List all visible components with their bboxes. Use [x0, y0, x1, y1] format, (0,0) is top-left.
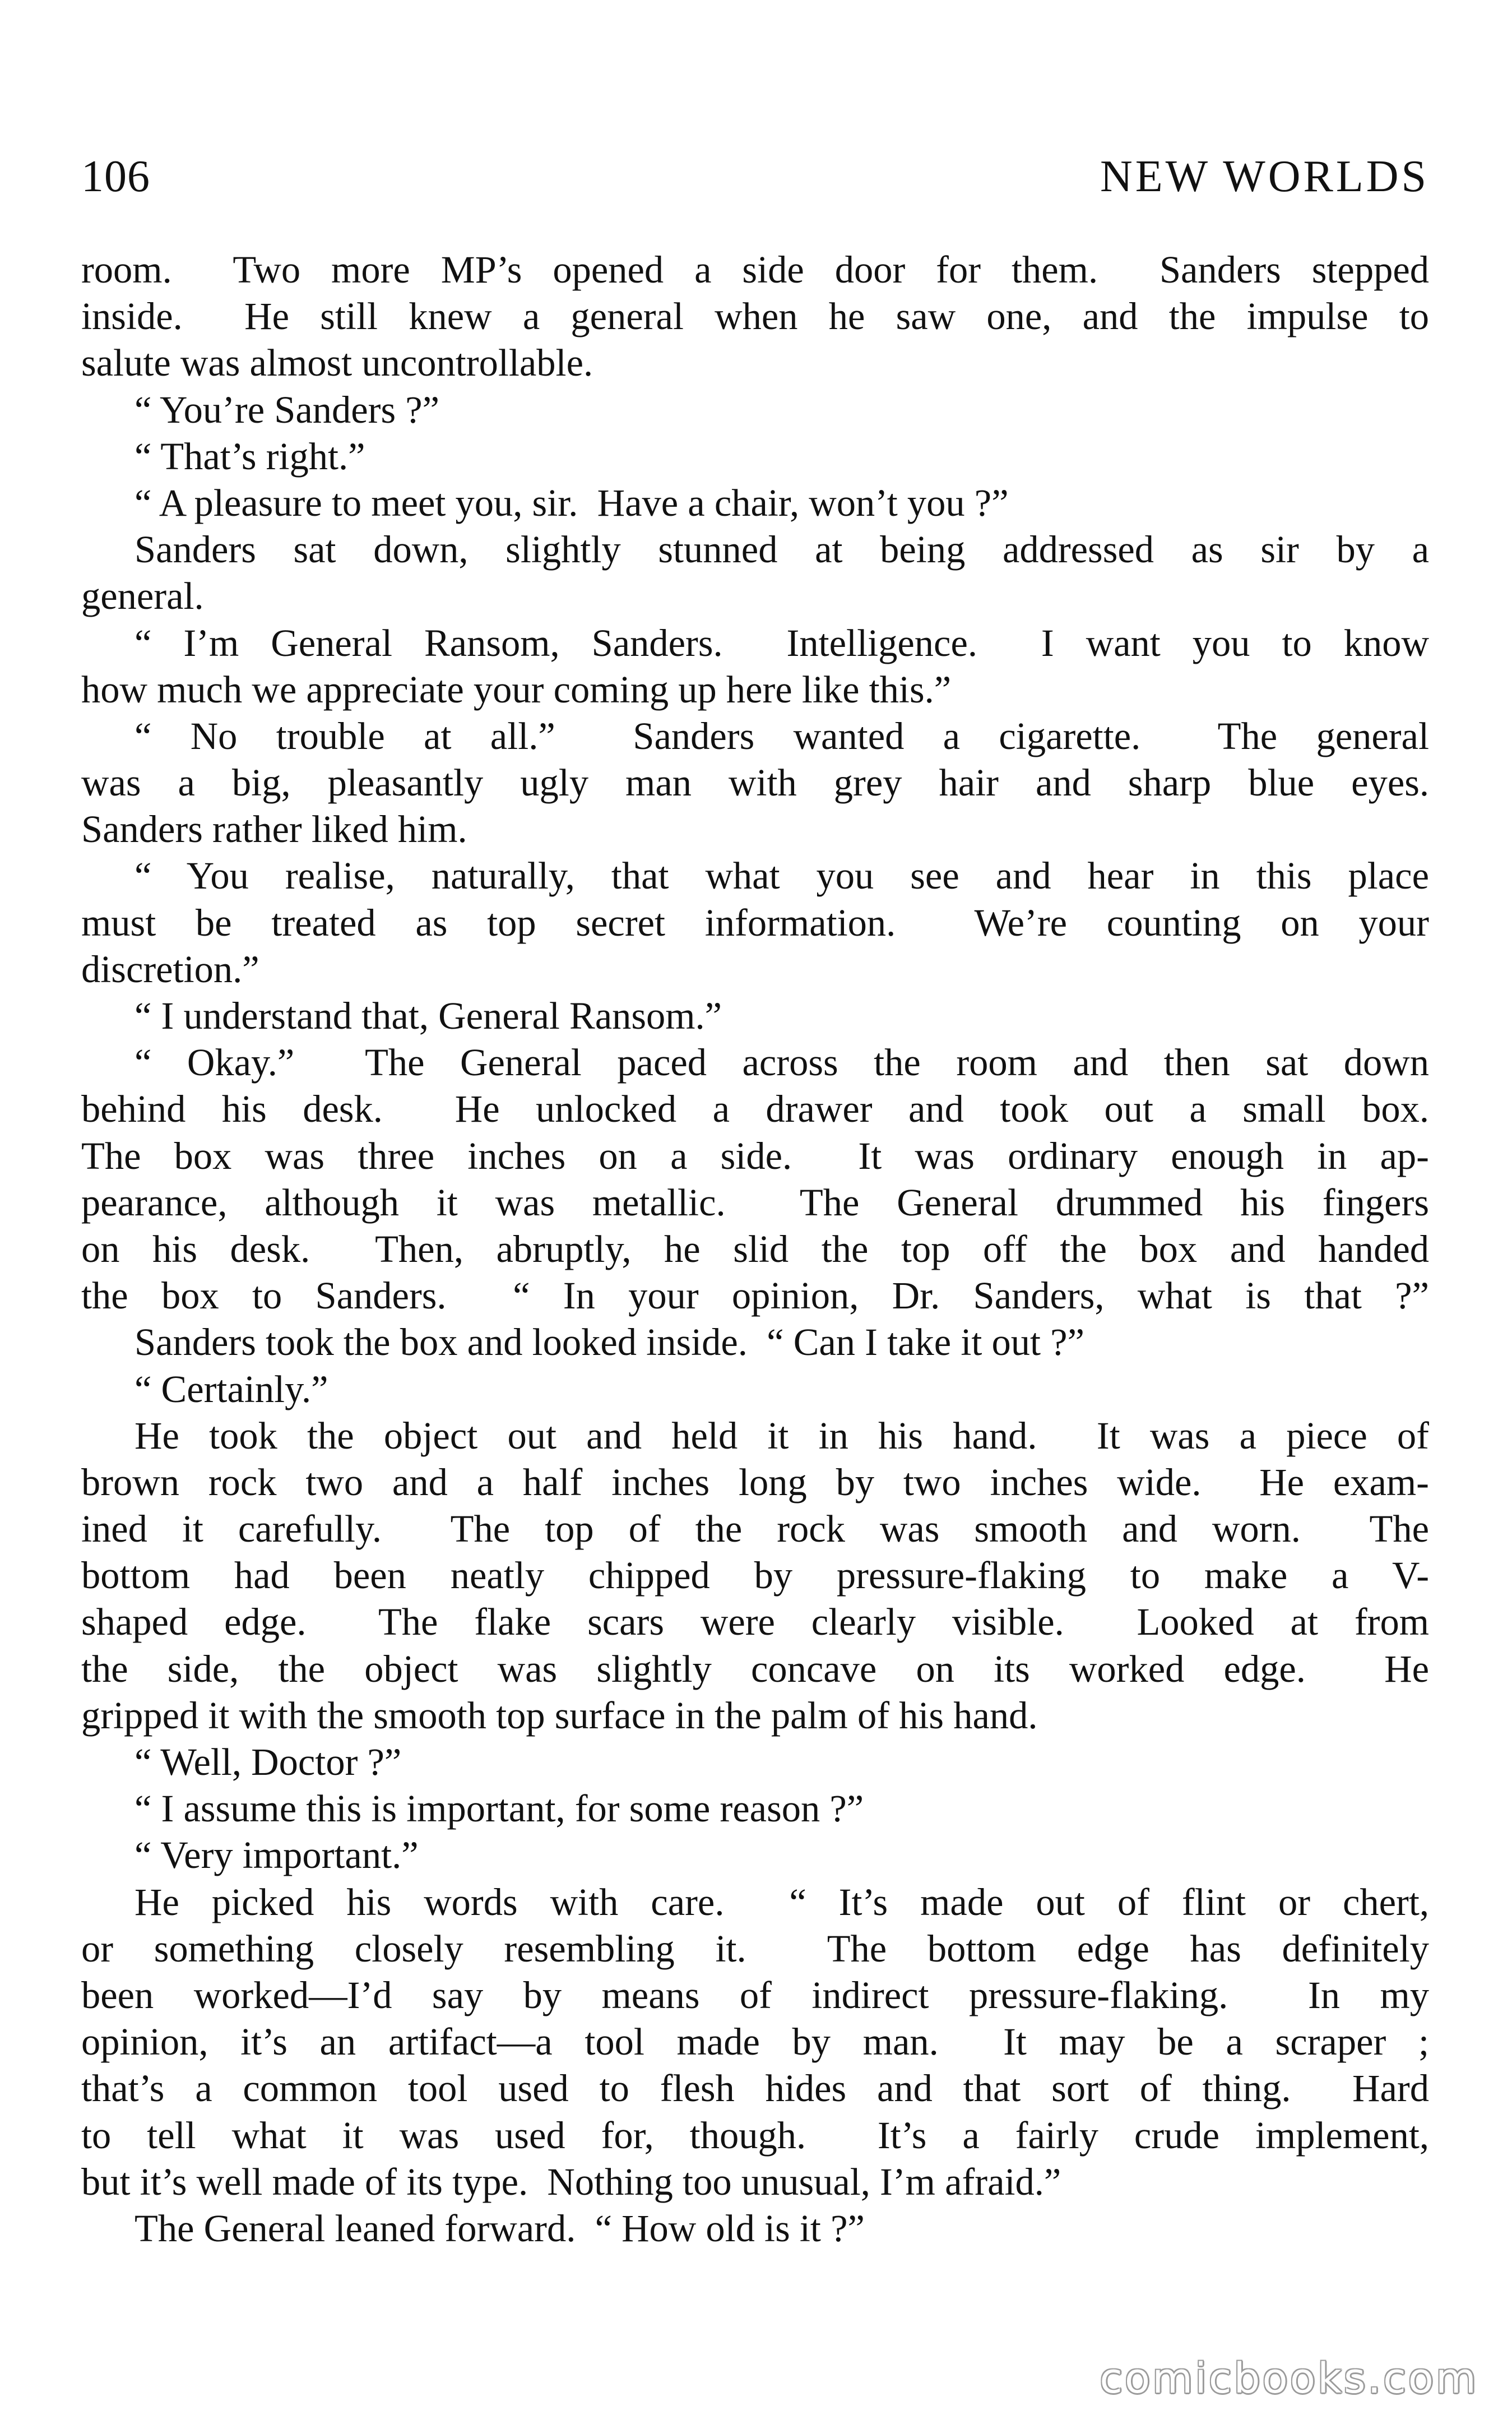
- text-line: discretion.”: [81, 947, 259, 991]
- text-line: “ I’m General Ransom, Sanders. Intelligence. I want you to know: [134, 621, 1429, 664]
- text-line: He picked his words with care. “ It’s made out of flint or chert,: [134, 1880, 1429, 1923]
- text-line: room. Two more MP’s opened a side door for them. Sanders stepped: [81, 248, 1429, 291]
- text-line: was a big, pleasantly ugly man with grey hair and sharp blue eyes.: [81, 761, 1429, 804]
- text-line: the box to Sanders. “ In your opinion, Dr. Sanders, what is that ?”: [81, 1274, 1429, 1317]
- text-line: the side, the object was slightly concave on its worked edge. He: [81, 1647, 1429, 1690]
- text-line: “ You’re Sanders ?”: [134, 388, 440, 431]
- text-line: inside. He still knew a general when he saw one, and the impulse to: [81, 295, 1429, 338]
- text-line: to tell what it was used for, though. It’s a fairly crude implement,: [81, 2113, 1429, 2157]
- page-header: [81, 151, 1429, 213]
- watermark-logo: comicbooks.com: [1100, 2354, 1478, 2403]
- text-line: but it’s well made of its type. Nothing too unusual, I’m afraid.”: [81, 2160, 1061, 2203]
- text-line: how much we appreciate your coming up here like this.”: [81, 668, 952, 711]
- text-line: ined it carefully. The top of the rock was smooth and worn. The: [81, 1507, 1429, 1551]
- text-line: Sanders sat down, slightly stunned at being addressed as sir by a: [134, 528, 1429, 571]
- text-line: “ No trouble at all.” Sanders wanted a cigarette. The general: [134, 714, 1429, 757]
- text-line: opinion, it’s an artifact—a tool made by man. It may be a scraper ;: [81, 2020, 1429, 2064]
- text-line: that’s a common tool used to flesh hides and that sort of thing. Hard: [81, 2067, 1429, 2110]
- text-line: “ I understand that, General Ransom.”: [134, 994, 722, 1037]
- running-head-title: NEW WORLDS: [1100, 152, 1429, 201]
- text-line: Sanders took the box and looked inside. “ Can I take it out ?”: [134, 1321, 1084, 1364]
- text-line: “ Very important.”: [134, 1834, 419, 1877]
- text-line: “ A pleasure to meet you, sir. Have a chair, won’t you ?”: [134, 481, 1009, 524]
- text-line: been worked—I’d say by means of indirect pressure-flaking. In my: [81, 1973, 1429, 2016]
- text-line: gripped it with the smooth top surface in the palm of his hand.: [81, 1694, 1038, 1737]
- text-line: “ Well, Doctor ?”: [134, 1741, 402, 1783]
- text-line: The General leaned forward. “ How old is it ?”: [134, 2206, 865, 2250]
- text-line: “ Okay.” The General paced across the room and then sat down: [134, 1041, 1429, 1084]
- text-line: Sanders rather liked him.: [81, 808, 467, 851]
- text-line: shaped edge. The flake scars were clearly visible. Looked at from: [81, 1600, 1429, 1644]
- text-line: pearance, although it was metallic. The General drummed his fingers: [81, 1181, 1429, 1224]
- page-number: 106: [81, 152, 150, 201]
- text-line: bottom had been neatly chipped by pressure-flaking to make a V-: [81, 1554, 1429, 1597]
- text-line: must be treated as top secret information. We’re counting on your: [81, 901, 1429, 944]
- text-line: “ You realise, naturally, that what you see and hear in this place: [134, 854, 1429, 898]
- story-body-text: [81, 247, 1429, 2252]
- text-line: or something closely resembling it. The bottom edge has definitely: [81, 1927, 1429, 1970]
- text-line: “ That’s right.”: [134, 434, 365, 478]
- text-line: brown rock two and a half inches long by two inches wide. He exam-: [81, 1460, 1429, 1504]
- text-line: behind his desk. He unlocked a drawer and took out a small box.: [81, 1088, 1429, 1131]
- text-line: “ I assume this is important, for some reason ?”: [134, 1787, 864, 1830]
- text-line: general.: [81, 575, 204, 618]
- text-line: “ Certainly.”: [134, 1367, 328, 1410]
- text-line: The box was three inches on a side. It was ordinary enough in ap-: [81, 1134, 1429, 1177]
- text-line: salute was almost uncontrollable.: [81, 341, 593, 385]
- text-line: He took the object out and held it in his hand. It was a piece of: [134, 1414, 1429, 1457]
- text-line: on his desk. Then, abruptly, he slid the top off the box and handed: [81, 1227, 1429, 1270]
